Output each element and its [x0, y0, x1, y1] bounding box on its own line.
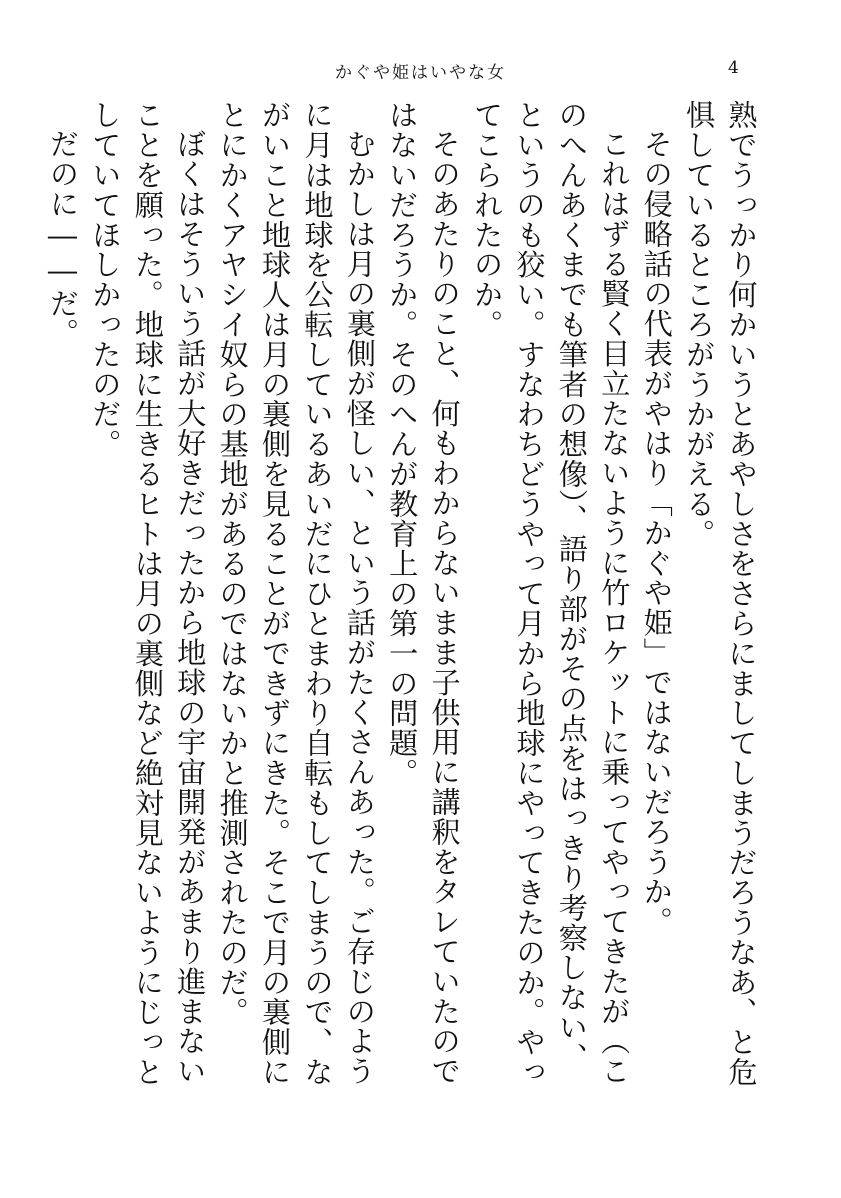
paragraph: ぼくはそういう話が大好きだったから地球の宇宙開発があまり進まないことを願った。地球に生きるヒトは月の裏側など絶対見ないようにじっとしていてほしかったのだ。: [87, 100, 207, 1087]
paragraph: だのに――だ。: [45, 129, 80, 349]
paragraph: むかしは月の裏側が怪しい、という話がたくさんあった。ご存じのように月は地球を公転しているあいだにひとまわり自転もしてしまうので、ながいこと地球人は月の裏側を見ることができずにきた。そこで月の裏側にとにかくアヤシイ奴らの基地があるのではないかと推測されたのだ。: [215, 100, 377, 1087]
paragraph: 熟でうっかり何かいうとあやしさをさらにましてしまうだろうなあ、と危惧しているところがうかがえる。: [681, 100, 758, 1087]
paragraph: その侵略話の代表がやはり「かぐや姫」ではないだろうか。: [639, 129, 674, 937]
paragraph: これはずる賢く目立たないように竹ロケットに乗ってやってきたが（このへんあくまでも筆者の想像）、語り部がその点をはっきり考察しない、というのも狡い。すなわちどうやって月から地球にやってきたのか。やってこられたのか。: [469, 100, 631, 1087]
vertical-text-body: [45, 100, 762, 1100]
running-head-title: かぐや姫はいやな女: [335, 63, 506, 83]
paragraph: そのあたりのこと、何もわからないまま子供用に講釈をタレていたのではないだろうか。そのへんが教育上の第一の問題。: [384, 100, 462, 1086]
page-number: 4: [728, 58, 739, 78]
